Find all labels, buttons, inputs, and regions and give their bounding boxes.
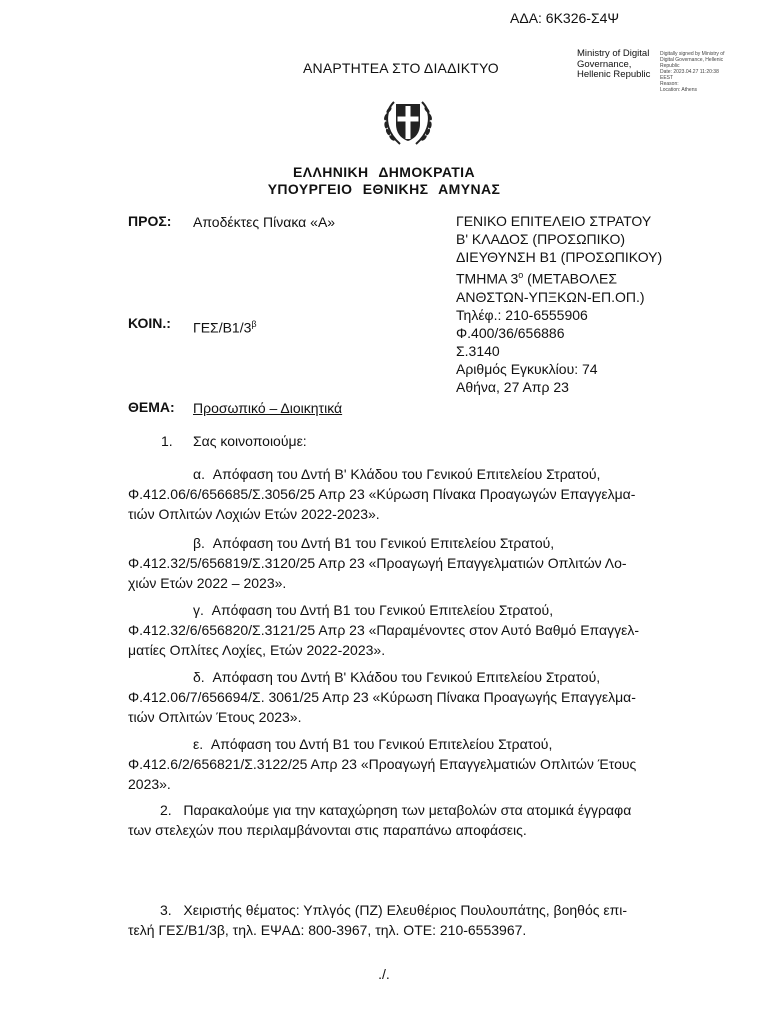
page-continuation-mark: ./. xyxy=(378,966,390,982)
to-label: ΠΡΟΣ: xyxy=(128,213,172,229)
list-item-delta: δ. Απόφαση του Δντή Β' Κλάδου του Γενικού Επιτελείου Στρατού, Φ.412.06/7/656694/Σ. 3061/25 Απρ 23 «Κύρωση Πίνακα Προαγωγής Επαγγελμα- τιών Οπλιτών Έτους 2023». xyxy=(128,669,636,725)
publish-note: ΑΝΑΡΤΗΤΕΑ ΣΤΟ ΔΙΑΔΙΚΤΥΟ xyxy=(303,60,499,76)
signature-details: Digitally signed by Ministry of Digital Governance, Hellenic Republic Date: 2023.04.27 11:20:38 EEST Reason: Location: Athens xyxy=(660,51,725,93)
paragraph-1-text: Σας κοινοποιούμε: xyxy=(193,433,307,449)
to-value: Αποδέκτες Πίνακα «Α» xyxy=(193,214,336,230)
greek-coat-of-arms-icon xyxy=(380,94,436,148)
sender-line: ΔΙΕΥΘΥΝΣΗ Β1 (ΠΡΟΣΩΠΙΚΟΥ) xyxy=(456,249,663,265)
republic-title: ΕΛΛΗΝΙΚΗ ΔΗΜΟΚΡΑΤΙΑ xyxy=(293,164,475,180)
paragraph-2: 2. Παρακαλούμε για την καταχώρηση των μεταβολών στα ατομικά έγγραφα των στελεχών που περιλαμβάνονται στις παραπάνω αποφάσεις. xyxy=(128,802,632,838)
sender-s-number: Σ.3140 xyxy=(456,342,500,359)
subject-value: Προσωπικό – Διοικητικά xyxy=(193,400,343,416)
sender-circular: Αριθμός Εγκυκλίου: 74 xyxy=(456,360,598,377)
sender-section: ΤΜΗΜΑ $3^o$ (ΜΕΤΑΒΟΛΕΣ xyxy=(456,270,617,287)
sender-date: Αθήνα, 27 Απρ 23 xyxy=(456,378,569,395)
sender-line: Β' ΚΛΑΔΟΣ (ΠΡΟΣΩΠΙΚΟ) xyxy=(456,231,625,247)
ada-code: ΑΔΑ: 6Κ326-Σ4Ψ xyxy=(510,10,620,26)
sender-file-number: Φ.400/36/656886 xyxy=(456,324,565,341)
cc-value: ΓΕΣ/$B1/3^\beta$ xyxy=(193,319,257,336)
sender-line: ΓΕΝΙΚΟ ΕΠΙΤΕΛΕΙΟ ΣΤΡΑΤΟΥ xyxy=(456,213,652,229)
ministry-title: ΥΠΟΥΡΓΕΙΟ ΕΘΝΙΚΗΣ ΑΜΥΝΑΣ xyxy=(267,181,501,197)
list-item-gamma: γ. Απόφαση του Δντή Β1 του Γενικού Επιτελείου Στρατού, Φ.412.32/6/656820/Σ.3121/25 Απρ 23 «Παραμένοντες στον Αυτό Βαθμό Επαγγελ- ματίες Οπλίτες Λοχίες, Ετών 2022-2023». xyxy=(128,602,640,658)
cc-label: ΚΟΙΝ.: xyxy=(128,315,171,331)
sender-block xyxy=(456,212,662,396)
subject-label: ΘΕΜΑ: xyxy=(128,399,175,415)
sender-line: ΑΝΘΣΤΩΝ-ΥΠΞΚΩΝ-ΕΠ.ΟΠ.) xyxy=(456,288,645,305)
list-item-beta: β. Απόφαση του Δντή Β1 του Γενικού Επιτελείου Στρατού, Φ.412.32/5/656819/Σ.3120/25 Απρ 23 «Προαγωγή Επαγγελματιών Οπλιτών Λο- χιών Ετών 2022 – 2023». xyxy=(128,535,627,591)
digital-signature-stamp xyxy=(577,49,745,93)
paragraph-1-number: 1. xyxy=(161,433,173,449)
list-item-alpha: α. Απόφαση του Δντή Β' Κλάδου του Γενικού Επιτελείου Στρατού, Φ.412.06/6/656685/Σ.3056/25 Απρ 23 «Κύρωση Πίνακα Προαγωγών Επαγγελμα- τιών Οπλιτών Λοχιών Ετών 2022-2023». xyxy=(128,466,636,522)
sender-phone: Τηλέφ.: 210-6555906 xyxy=(456,306,588,323)
paragraph-3: 3. Χειριστής θέματος: Υπλγός (ΠΖ) Ελευθέριος Πουλουπάτης, βοηθός επι- τελή ΓΕΣ/Β1/3β, τηλ. ΕΨΑΔ: 800-3967, τηλ. ΟΤΕ: 210-6553967. xyxy=(128,902,628,938)
signature-organization: Ministry of Digital Governance, Hellenic Republic xyxy=(577,48,651,80)
list-item-epsilon: ε. Απόφαση του Δντή Β1 του Γενικού Επιτελείου Στρατού, Φ.412.6/2/656821/Σ.3122/25 Απρ 23 «Προαγωγή Επαγγελματιών Οπλιτών Έτους 2023». xyxy=(128,736,637,792)
